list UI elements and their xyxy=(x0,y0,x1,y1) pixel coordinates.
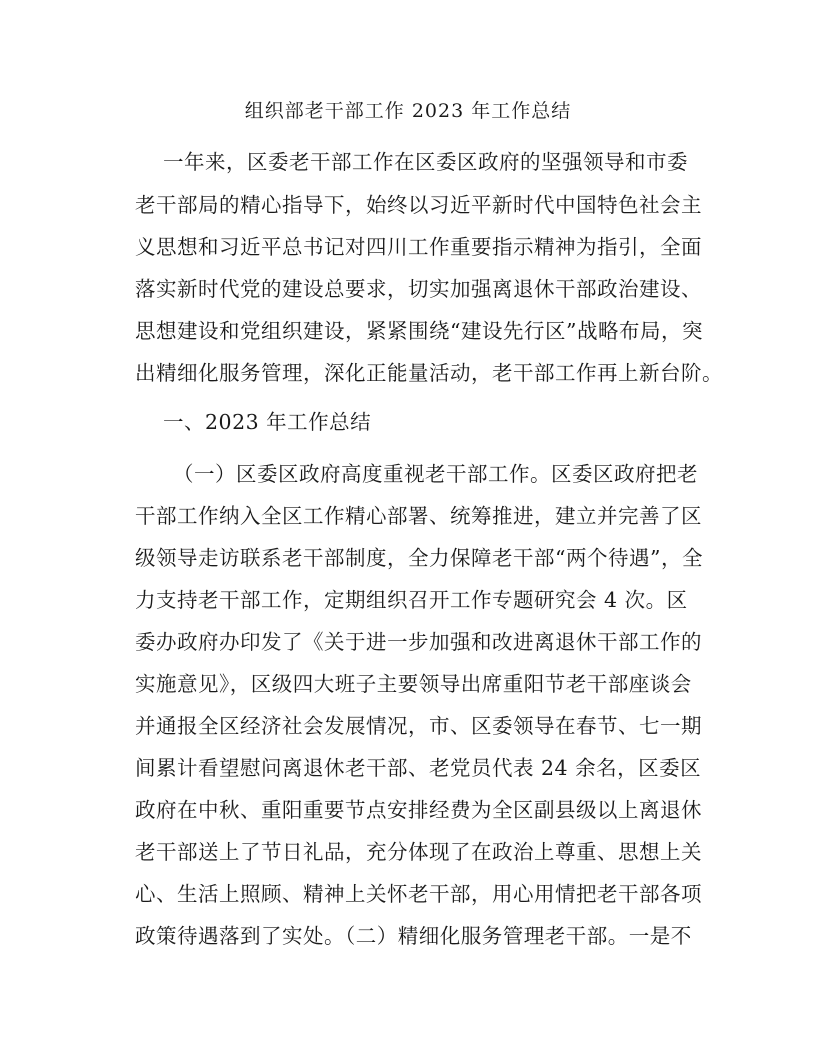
paragraph-line: 义思想和习近平总书记对四川工作重要指示精神为指引，全面 xyxy=(135,235,702,259)
paragraph-line: 落实新时代党的建设总要求，切实加强离退休干部政治建设、 xyxy=(135,277,702,301)
paragraph-line: 级领导走访联系老干部制度，全力保障老干部“两个待遇”，全 xyxy=(135,546,703,570)
paragraph-line: 委办政府办印发了《关于进一步加强和改进离退休干部工作的 xyxy=(135,630,702,654)
section-heading: 一、2023 年工作总结 xyxy=(163,410,372,434)
paragraph-line: 一年来，区委老干部工作在区委区政府的坚强领导和市委 xyxy=(163,150,688,174)
paragraph-line: 思想建设和党组织建设，紧紧围绕“建设先行区”战略布局，突 xyxy=(135,319,703,343)
paragraph-line: 间累计看望慰问离退休老干部、老党员代表 24 余名，区委区 xyxy=(135,756,702,780)
paragraph-line: 实施意见》，区级四大班子主要领导出席重阳节老干部座谈会 xyxy=(135,672,692,696)
paragraph-line: 老干部送上了节日礼品，充分体现了在政治上尊重、思想上关 xyxy=(135,840,702,864)
paragraph-line: 出精细化服务管理，深化正能量活动，老干部工作再上新台阶。 xyxy=(135,361,723,385)
paragraph-line: 并通报全区经济社会发展情况，市、区委领导在春节、七一期 xyxy=(135,714,702,738)
paragraph-line: 干部工作纳入全区工作精心部署、统筹推进，建立并完善了区 xyxy=(135,504,702,528)
paragraph-line: 心、生活上照顾、精神上关怀老干部，用心用情把老干部各项 xyxy=(135,882,702,906)
paragraph-line: 政策待遇落到了实处。（二）精细化服务管理老干部。一是不 xyxy=(135,924,692,948)
paragraph-line: 力支持老干部工作，定期组织召开工作专题研究会 4 次。区 xyxy=(135,588,688,612)
paragraph-line: （一）区委区政府高度重视老干部工作。区委区政府把老 xyxy=(173,462,698,486)
document-title: 组织部老干部工作 2023 年工作总结 xyxy=(244,100,572,122)
paragraph-line: 老干部局的精心指导下，始终以习近平新时代中国特色社会主 xyxy=(135,193,702,217)
paragraph-line: 政府在中秋、重阳重要节点安排经费为全区副县级以上离退休 xyxy=(135,798,702,822)
